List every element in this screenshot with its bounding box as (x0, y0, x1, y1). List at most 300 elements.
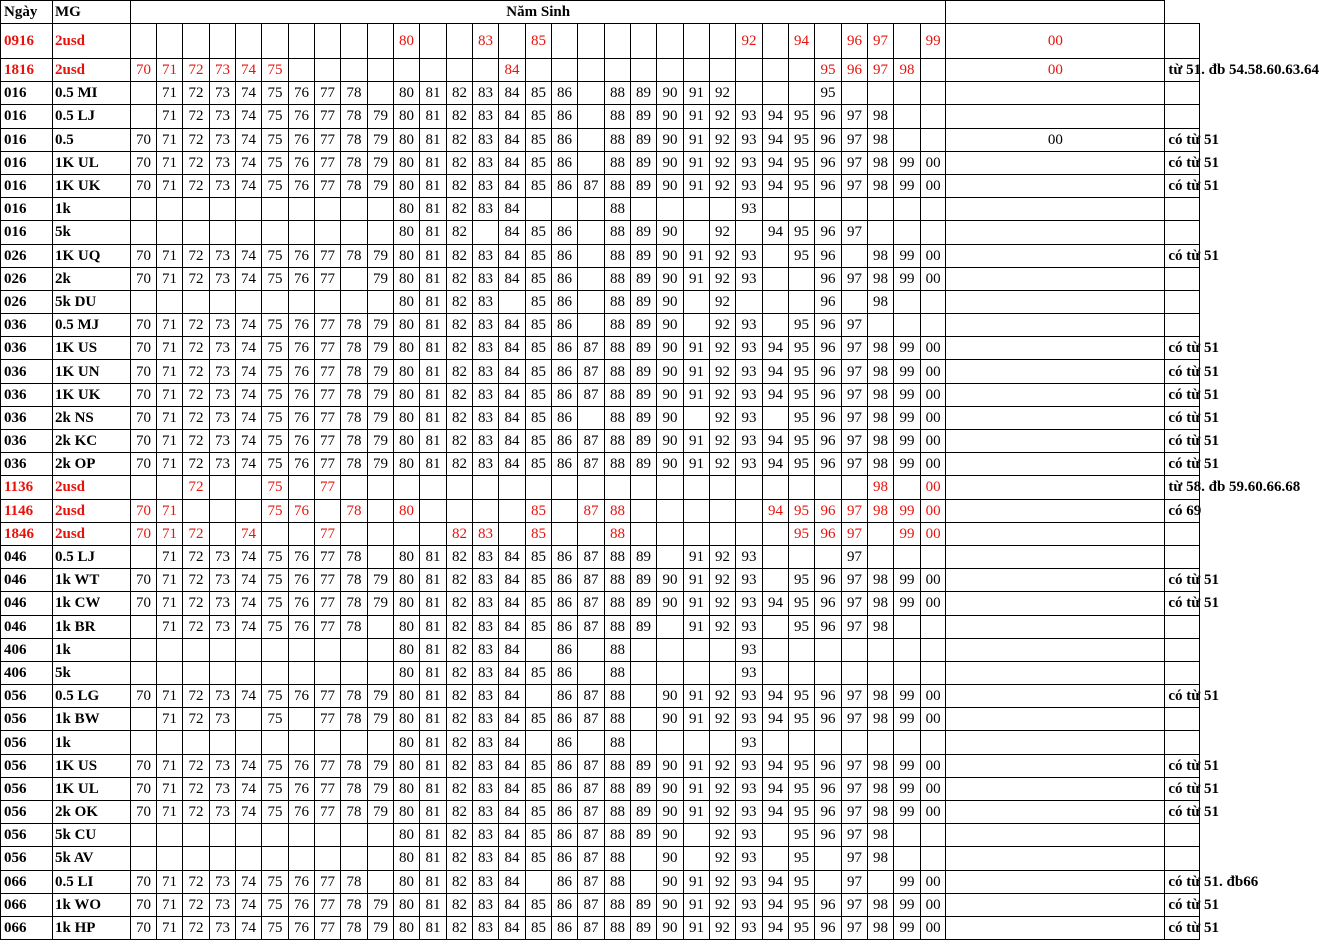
year-cell (815, 198, 842, 221)
year-cell: 99 (894, 569, 921, 592)
year-cell: 87 (578, 777, 605, 800)
year-cell: 83 (473, 638, 499, 661)
year-cell (499, 522, 526, 545)
year-cell: 81 (420, 174, 447, 197)
year-cell (946, 569, 1165, 592)
ngay-cell: 016 (1, 151, 53, 174)
year-cell (499, 476, 526, 499)
ngay-cell: 056 (1, 777, 53, 800)
year-cell: 81 (420, 777, 447, 800)
year-cell (736, 59, 763, 82)
year-cell: 86 (552, 105, 578, 128)
year-cell: 94 (763, 499, 789, 522)
year-cell (946, 661, 1165, 684)
year-cell: 71 (157, 893, 183, 916)
year-cell: 82 (447, 221, 473, 244)
year-cell: 88 (605, 522, 631, 545)
year-cell: 84 (499, 777, 526, 800)
year-cell: 74 (236, 569, 262, 592)
year-cell (289, 824, 315, 847)
ngay-cell: 046 (1, 545, 53, 568)
year-cell: 96 (815, 754, 842, 777)
year-cell: 70 (131, 522, 157, 545)
year-cell: 78 (341, 105, 368, 128)
year-cell (210, 638, 236, 661)
year-cell: 90 (657, 406, 684, 429)
year-cell (946, 337, 1165, 360)
year-cell: 73 (210, 105, 236, 128)
year-cell (763, 244, 789, 267)
year-cell: 98 (868, 801, 894, 824)
year-cell: 91 (684, 615, 710, 638)
year-cell: 84 (499, 59, 526, 82)
year-cell: 95 (815, 82, 842, 105)
year-cell (183, 221, 210, 244)
year-cell: 85 (526, 290, 552, 313)
year-cell: 73 (210, 406, 236, 429)
year-cell (315, 198, 341, 221)
year-cell: 72 (183, 916, 210, 939)
year-cell: 76 (289, 569, 315, 592)
year-cell: 94 (763, 801, 789, 824)
note-cell: có 69 (1165, 499, 1200, 522)
year-cell (946, 615, 1165, 638)
year-cell: 00 (921, 569, 946, 592)
year-cell: 98 (868, 174, 894, 197)
year-cell (815, 476, 842, 499)
year-cell: 82 (447, 661, 473, 684)
year-cell (341, 638, 368, 661)
year-cell: 77 (315, 916, 341, 939)
year-cell (763, 82, 789, 105)
year-cell: 82 (447, 685, 473, 708)
year-cell: 00 (921, 383, 946, 406)
year-cell (657, 615, 684, 638)
year-cell: 97 (842, 847, 868, 870)
year-cell: 86 (552, 847, 578, 870)
year-cell: 77 (315, 569, 341, 592)
year-cell (368, 82, 394, 105)
year-cell: 70 (131, 430, 157, 453)
year-cell (921, 545, 946, 568)
year-cell: 76 (289, 592, 315, 615)
year-cell: 93 (736, 105, 763, 128)
year-cell (289, 198, 315, 221)
year-cell: 76 (289, 151, 315, 174)
year-cell: 99 (894, 337, 921, 360)
year-cell: 84 (499, 430, 526, 453)
year-cell: 93 (736, 151, 763, 174)
year-cell: 97 (842, 615, 868, 638)
year-cell: 80 (394, 801, 420, 824)
year-cell: 99 (894, 174, 921, 197)
year-cell: 93 (736, 754, 763, 777)
year-cell: 91 (684, 430, 710, 453)
year-cell: 93 (736, 453, 763, 476)
year-cell (921, 290, 946, 313)
year-cell: 72 (183, 522, 210, 545)
year-cell: 77 (315, 545, 341, 568)
year-cell (420, 522, 447, 545)
year-cell: 92 (710, 174, 736, 197)
year-cell: 70 (131, 360, 157, 383)
year-cell: 80 (394, 708, 420, 731)
note-cell: có từ 51 (1165, 430, 1200, 453)
year-cell (552, 59, 578, 82)
year-cell (921, 82, 946, 105)
year-cell: 72 (183, 360, 210, 383)
ngay-cell: 1136 (1, 476, 53, 499)
year-cell: 80 (394, 754, 420, 777)
year-cell (657, 545, 684, 568)
year-cell: 72 (183, 406, 210, 429)
year-cell: 97 (868, 59, 894, 82)
year-cell: 74 (236, 615, 262, 638)
mg-cell: 1k BR (53, 615, 131, 638)
ngay-cell: 016 (1, 198, 53, 221)
note-cell (1165, 824, 1200, 847)
year-cell: 79 (368, 314, 394, 337)
year-cell (946, 754, 1165, 777)
year-cell: 79 (368, 801, 394, 824)
year-cell: 83 (473, 893, 499, 916)
year-cell (368, 661, 394, 684)
year-cell (710, 198, 736, 221)
year-cell: 00 (921, 708, 946, 731)
year-cell: 72 (183, 430, 210, 453)
year-cell: 81 (420, 105, 447, 128)
year-cell: 89 (631, 801, 657, 824)
year-cell: 97 (842, 430, 868, 453)
year-cell: 81 (420, 267, 447, 290)
note-cell (1165, 545, 1200, 568)
year-cell: 87 (578, 893, 605, 916)
year-cell: 79 (368, 569, 394, 592)
year-cell: 78 (341, 499, 368, 522)
year-cell: 85 (526, 430, 552, 453)
year-cell (315, 661, 341, 684)
year-cell: 94 (763, 360, 789, 383)
year-cell (578, 59, 605, 82)
year-cell: 97 (842, 406, 868, 429)
year-cell: 89 (631, 824, 657, 847)
year-cell: 70 (131, 59, 157, 82)
year-cell: 81 (420, 685, 447, 708)
year-cell: 86 (552, 731, 578, 754)
year-cell: 80 (394, 731, 420, 754)
year-cell: 90 (657, 360, 684, 383)
table-row (1, 221, 1200, 244)
year-cell (921, 615, 946, 638)
year-cell: 92 (710, 128, 736, 151)
year-cell (710, 661, 736, 684)
year-cell (578, 522, 605, 545)
year-cell: 75 (262, 267, 289, 290)
mg-cell: 5k (53, 221, 131, 244)
year-cell: 81 (420, 244, 447, 267)
year-cell: 87 (578, 824, 605, 847)
year-cell: 72 (183, 314, 210, 337)
year-cell: 82 (447, 893, 473, 916)
note-cell (1165, 221, 1200, 244)
year-cell: 82 (447, 824, 473, 847)
year-cell: 87 (578, 708, 605, 731)
year-cell: 84 (499, 661, 526, 684)
year-cell: 88 (605, 801, 631, 824)
year-cell: 75 (262, 453, 289, 476)
year-cell (578, 24, 605, 59)
year-cell: 95 (789, 824, 815, 847)
table-row (1, 82, 1200, 105)
note-cell: có từ 51 (1165, 893, 1200, 916)
year-cell (763, 198, 789, 221)
year-cell: 96 (815, 360, 842, 383)
year-cell: 97 (842, 522, 868, 545)
year-cell: 78 (341, 82, 368, 105)
year-cell (946, 406, 1165, 429)
year-cell: 89 (631, 754, 657, 777)
year-cell: 83 (473, 82, 499, 105)
year-cell (289, 24, 315, 59)
year-cell: 97 (842, 824, 868, 847)
year-cell: 96 (815, 592, 842, 615)
year-cell: 80 (394, 151, 420, 174)
year-cell (815, 661, 842, 684)
year-cell: 85 (526, 174, 552, 197)
table-row (1, 174, 1200, 197)
year-cell (868, 870, 894, 893)
year-cell: 70 (131, 569, 157, 592)
year-cell: 82 (447, 198, 473, 221)
year-cell (236, 824, 262, 847)
year-cell (236, 198, 262, 221)
table-row (1, 893, 1200, 916)
year-cell (789, 267, 815, 290)
year-cell: 99 (894, 151, 921, 174)
year-cell: 76 (289, 801, 315, 824)
year-cell: 89 (631, 82, 657, 105)
year-cell (684, 847, 710, 870)
year-cell: 82 (447, 731, 473, 754)
year-cell: 83 (473, 824, 499, 847)
year-cell (236, 499, 262, 522)
year-cell: 85 (526, 105, 552, 128)
year-cell (946, 685, 1165, 708)
year-cell: 90 (657, 221, 684, 244)
year-cell: 88 (605, 731, 631, 754)
year-cell: 92 (710, 847, 736, 870)
year-cell (210, 499, 236, 522)
year-cell: 71 (157, 801, 183, 824)
year-cell: 71 (157, 151, 183, 174)
year-cell: 73 (210, 453, 236, 476)
table-row (1, 59, 1200, 82)
year-cell (789, 661, 815, 684)
year-cell: 72 (183, 267, 210, 290)
year-cell: 83 (473, 267, 499, 290)
year-cell: 76 (289, 267, 315, 290)
year-cell: 70 (131, 314, 157, 337)
year-cell (262, 290, 289, 313)
year-cell (183, 661, 210, 684)
year-cell: 84 (499, 731, 526, 754)
year-cell: 91 (684, 360, 710, 383)
year-cell (946, 453, 1165, 476)
mg-cell: 1K UN (53, 360, 131, 383)
year-cell (921, 221, 946, 244)
table-row (1, 198, 1200, 221)
year-cell (131, 847, 157, 870)
year-cell (394, 476, 420, 499)
year-cell: 83 (473, 406, 499, 429)
year-cell: 83 (473, 592, 499, 615)
ngay-cell: 016 (1, 221, 53, 244)
ngay-cell: 026 (1, 244, 53, 267)
year-cell: 71 (157, 174, 183, 197)
year-cell: 00 (921, 777, 946, 800)
year-cell: 92 (710, 754, 736, 777)
year-cell: 97 (842, 801, 868, 824)
year-cell: 97 (842, 360, 868, 383)
year-cell (341, 198, 368, 221)
year-cell: 98 (894, 59, 921, 82)
year-cell: 73 (210, 151, 236, 174)
year-cell (631, 847, 657, 870)
year-cell: 79 (368, 128, 394, 151)
year-cell: 85 (526, 337, 552, 360)
mg-cell: 1k WT (53, 569, 131, 592)
year-cell: 75 (262, 82, 289, 105)
year-cell: 78 (341, 314, 368, 337)
year-cell (894, 476, 921, 499)
year-cell (631, 870, 657, 893)
year-cell: 89 (631, 777, 657, 800)
year-cell: 70 (131, 801, 157, 824)
year-cell (789, 290, 815, 313)
year-cell: 90 (657, 847, 684, 870)
table-row (1, 267, 1200, 290)
year-cell: 77 (315, 522, 341, 545)
year-cell: 82 (447, 430, 473, 453)
note-cell: có từ 51 (1165, 360, 1200, 383)
year-cell: 00 (921, 151, 946, 174)
year-cell: 89 (631, 453, 657, 476)
year-cell: 92 (710, 592, 736, 615)
ngay-cell: 026 (1, 290, 53, 313)
year-cell: 99 (894, 522, 921, 545)
year-cell: 81 (420, 870, 447, 893)
year-cell: 99 (921, 24, 946, 59)
year-cell (763, 569, 789, 592)
year-cell: 81 (420, 893, 447, 916)
year-cell: 00 (921, 801, 946, 824)
year-cell: 92 (736, 24, 763, 59)
year-cell (210, 198, 236, 221)
year-cell: 82 (447, 383, 473, 406)
year-cell: 73 (210, 82, 236, 105)
year-cell: 79 (368, 430, 394, 453)
year-cell: 88 (605, 290, 631, 313)
year-cell: 86 (552, 383, 578, 406)
year-cell (605, 59, 631, 82)
year-cell: 74 (236, 244, 262, 267)
year-cell (368, 198, 394, 221)
year-cell: 88 (605, 592, 631, 615)
year-cell: 95 (789, 916, 815, 939)
table-row (1, 754, 1200, 777)
year-cell: 79 (368, 105, 394, 128)
year-cell: 89 (631, 221, 657, 244)
year-cell (157, 661, 183, 684)
year-cell: 92 (710, 916, 736, 939)
year-cell (289, 638, 315, 661)
year-cell (420, 24, 447, 59)
year-cell: 71 (157, 337, 183, 360)
year-cell: 89 (631, 893, 657, 916)
year-cell: 94 (763, 685, 789, 708)
year-cell: 96 (815, 314, 842, 337)
year-cell: 90 (657, 244, 684, 267)
year-cell: 95 (789, 801, 815, 824)
year-cell: 85 (526, 801, 552, 824)
year-cell (946, 592, 1165, 615)
year-cell: 72 (183, 476, 210, 499)
year-cell (526, 870, 552, 893)
year-cell: 88 (605, 569, 631, 592)
year-cell: 80 (394, 661, 420, 684)
year-cell: 72 (183, 105, 210, 128)
year-cell: 82 (447, 754, 473, 777)
year-cell: 00 (921, 893, 946, 916)
year-cell: 83 (473, 151, 499, 174)
year-cell (578, 638, 605, 661)
year-cell: 80 (394, 383, 420, 406)
year-cell (341, 221, 368, 244)
year-cell: 96 (815, 406, 842, 429)
year-cell (341, 522, 368, 545)
year-cell: 77 (315, 870, 341, 893)
year-cell: 71 (157, 499, 183, 522)
year-cell: 84 (499, 198, 526, 221)
year-cell: 89 (631, 105, 657, 128)
year-cell: 83 (473, 545, 499, 568)
year-cell: 95 (789, 337, 815, 360)
year-cell (552, 24, 578, 59)
table-row (1, 545, 1200, 568)
year-cell: 80 (394, 499, 420, 522)
mg-cell: 2k OP (53, 453, 131, 476)
year-cell: 71 (157, 685, 183, 708)
year-cell: 73 (210, 893, 236, 916)
year-cell: 75 (262, 337, 289, 360)
year-cell (236, 24, 262, 59)
year-cell (210, 476, 236, 499)
year-cell: 81 (420, 453, 447, 476)
year-cell (315, 24, 341, 59)
year-cell: 93 (736, 847, 763, 870)
year-cell: 73 (210, 777, 236, 800)
year-cell: 91 (684, 592, 710, 615)
year-cell: 83 (473, 244, 499, 267)
year-cell: 83 (473, 24, 499, 59)
year-cell: 75 (262, 754, 289, 777)
note-cell: có từ 51 (1165, 916, 1200, 939)
year-cell: 74 (236, 337, 262, 360)
ngay-cell: 1846 (1, 522, 53, 545)
year-cell: 82 (447, 569, 473, 592)
year-cell (368, 847, 394, 870)
year-cell: 75 (262, 870, 289, 893)
